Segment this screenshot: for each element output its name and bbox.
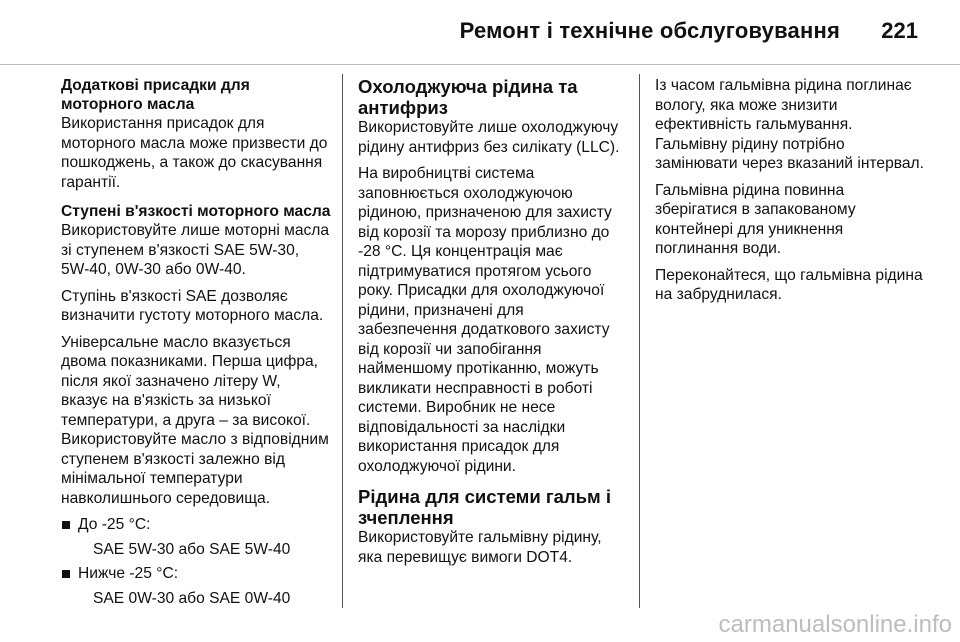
- paragraph: Універсальне масло вказується двома показниками. Перша цифра, після якої зазначено літеру W, вказує на в'язкість за низької температури, а друга – за високої. Використовуйте масло з відповідним ступенем в'язкості залежно від мінімальної температури навколишнього середовища.: [61, 333, 329, 507]
- square-bullet-icon: [62, 570, 70, 578]
- paragraph: Гальмівна рідина повинна зберігатися в запакованому контейнері для уникнення поглинання води.: [655, 181, 856, 257]
- column-divider-1: [342, 74, 343, 608]
- paragraph: Використовуйте лише охолоджуючу рідину антифриз без силікату (LLC).: [358, 119, 620, 156]
- paragraph: Використання присадок для моторного масла може призвести до пошкоджень, а також до скасування гарантії.: [61, 115, 328, 191]
- section-heading: Додаткові присадки для моторного масла: [61, 77, 250, 113]
- paragraph: Ступінь в'язкості SAE дозволяє визначити густоту моторного масла.: [61, 287, 324, 324]
- column-divider-2: [639, 74, 640, 608]
- list-item: [61, 564, 331, 608]
- section-coolant: [358, 76, 624, 476]
- paragraph: Використовуйте лише моторні масла зі ступенем в'язкості SAE 5W-30, 5W-40, 0W-30 або 0W-40.: [61, 222, 330, 278]
- page-header: [0, 14, 960, 54]
- section-oil-viscosity: [61, 202, 331, 608]
- header-rule: [0, 64, 960, 65]
- watermark: carmanualsonline.info: [718, 611, 952, 638]
- page-title: Ремонт і технічне обслуговування: [459, 18, 840, 43]
- list-item-value: SAE 5W-30 або SAE 5W-40: [93, 540, 291, 558]
- column-2: [358, 76, 624, 606]
- list-item-label: До -25 °C:: [78, 516, 151, 533]
- paragraph: На виробництві система заповнюється охолоджуючою рідиною, призначеною для захисту від корозії та морозу приблизно до -28 °C. Ця концентрація має підтримуватися протягом усього року. Присадки для охолоджуючої рідини, призначені для забезпечення додаткового захисту від корозії чи запобігання найменшому протіканню, можуть викликати несправності в роботі системи. Виробник не несе відповідальності за наслідки використання присадок для охолоджуючої рідини.: [358, 165, 612, 475]
- section-brake-fluid: [358, 486, 624, 567]
- page-number: 221: [881, 18, 918, 43]
- paragraph: Використовуйте гальмівну рідину, яка перевищує вимоги DOT4.: [358, 529, 602, 566]
- section-heading: Рідина для системи гальм і зчеплення: [358, 486, 611, 528]
- section-heading: Охолоджуюча рідина та антифриз: [358, 76, 578, 118]
- column-3: [655, 76, 925, 606]
- section-heading: Ступені в'язкості моторного масла: [61, 203, 331, 220]
- temperature-list: [61, 515, 331, 608]
- column-1: [61, 76, 331, 606]
- paragraph: Із часом гальмівна рідина поглинає вологу, яка може знизити ефективність гальмування. Гальмівну рідину потрібно замінювати через вказаний інтервал.: [655, 77, 924, 172]
- section-oil-additives: [61, 76, 331, 192]
- list-item: [61, 515, 331, 559]
- list-item-value: SAE 0W-30 або SAE 0W-40: [93, 589, 291, 607]
- list-item-label: Нижче -25 °C:: [78, 565, 179, 582]
- square-bullet-icon: [62, 521, 70, 529]
- paragraph: Переконайтеся, що гальмівна рідина на забруднилася.: [655, 266, 923, 303]
